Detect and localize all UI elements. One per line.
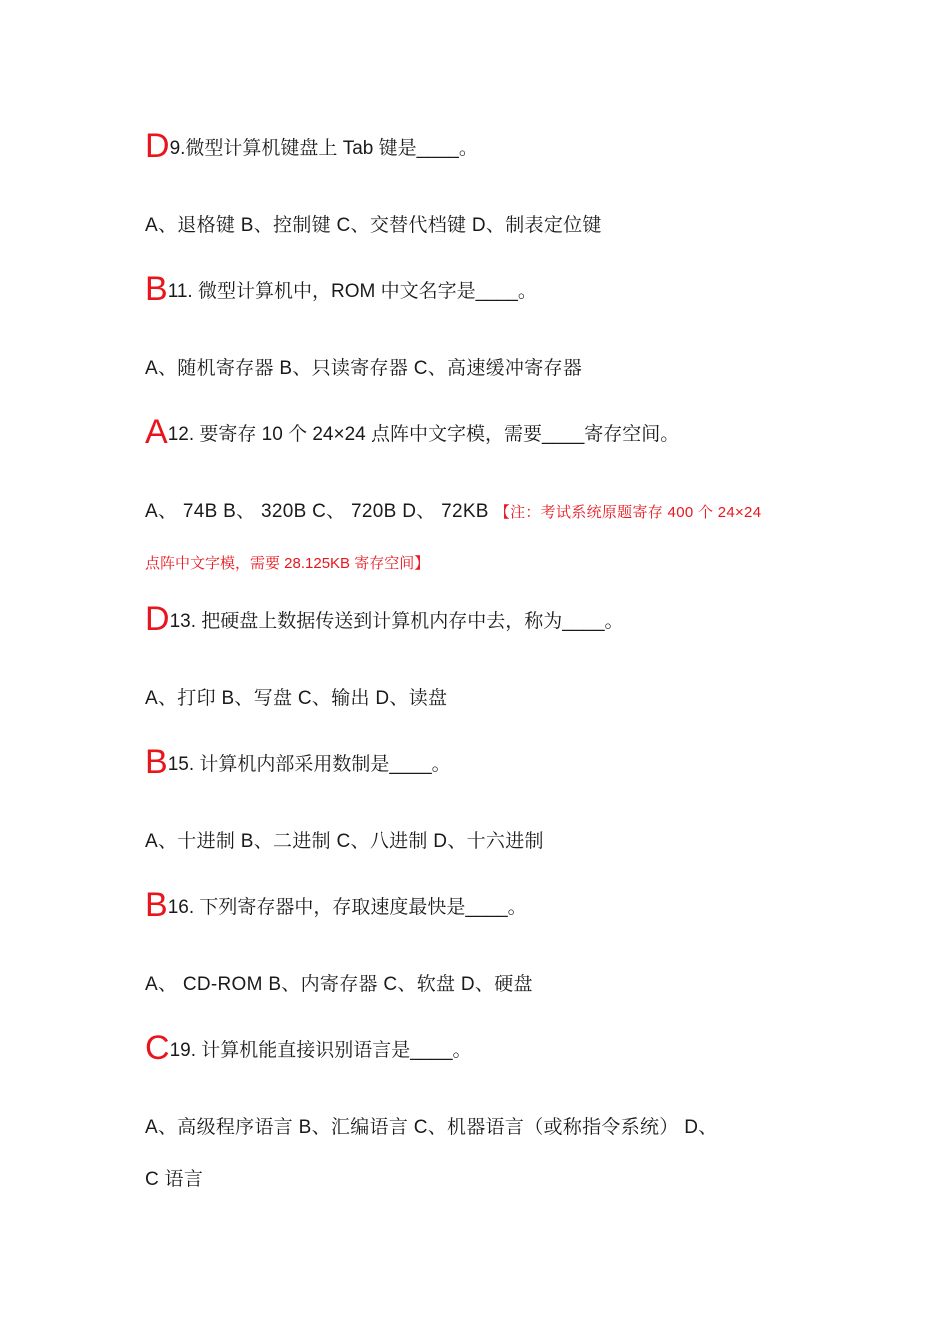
question-text: 16. 下列寄存器中，存取速度最快是____。 [167,897,527,918]
answer-letter: C [145,1029,170,1067]
question-15 [145,743,451,781]
options-11: A、随机寄存器 B、只读寄存器 C、高速缓冲寄存器 [145,358,583,379]
question-text: 12. 要寄存 10 个 24×24 点阵中文字模，需要____寄存空间。 [167,424,680,445]
answer-letter: B [145,270,168,308]
question-9 [145,127,478,165]
options-15: A、十进制 B、二进制 C、八进制 D、十六进制 [145,831,544,852]
options-13: A、打印 B、写盘 C、输出 D、读盘 [145,688,448,709]
question-text: 11. 微型计算机中，ROM 中文名字是____。 [167,281,537,302]
options-19-continued: C 语言 [145,1169,204,1190]
question-text: 15. 计算机内部采用数制是____。 [167,754,451,775]
question-12 [145,413,680,451]
options-9: A、退格键 B、控制键 C、交替代档键 D、制表定位键 [145,215,602,236]
question-16 [145,886,527,924]
options-19: A、高级程序语言 B、汇编语言 C、机器语言（或称指令系统） D、 [145,1117,718,1138]
red-note-continued: 点阵中文字模，需要 28.125KB 寄存空间】 [145,555,430,572]
answer-letter: D [145,600,170,638]
options-text: A、 74B B、 320B C、 720B D、 72KB [145,501,489,522]
answer-letter: B [145,743,168,781]
question-text: 19. 计算机能直接识别语言是____。 [169,1040,472,1061]
options-16: A、 CD-ROM B、内寄存器 C、软盘 D、硬盘 [145,974,533,995]
answer-letter: A [145,413,168,451]
red-note: 【注：考试系统原题寄存 400 个 24×24 [494,504,762,521]
answer-letter: B [145,886,168,924]
options-12 [145,498,761,527]
question-11 [145,270,537,308]
question-19 [145,1029,472,1067]
answer-letter: D [145,127,170,165]
question-text: 13. 把硬盘上数据传送到计算机内存中去，称为____。 [169,611,624,632]
question-13 [145,600,624,638]
question-text: 9.微型计算机键盘上 Tab 键是____。 [169,138,478,159]
